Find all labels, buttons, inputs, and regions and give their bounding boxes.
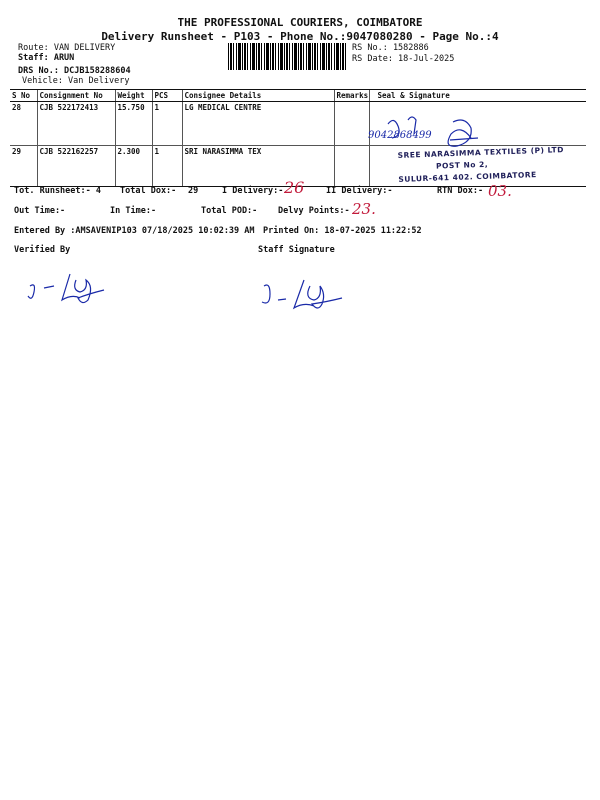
delvy-points-label: Delvy Points:- [278, 206, 350, 216]
serial-cell: 28 [10, 102, 37, 146]
handwritten-phone: 9042868499 [368, 130, 432, 141]
consignment-cell: CJB 522172413 [37, 102, 115, 146]
staff-signature [256, 276, 366, 316]
table-header-row [10, 90, 586, 102]
out-time-label: Out Time:- [14, 206, 66, 216]
barcode-image [228, 43, 346, 70]
pcs-cell: 1 [152, 102, 182, 146]
route-text: Route: VAN DELIVERY [18, 43, 116, 53]
entered-by: Entered By :AMSAVENIP103 07/18/2025 10:02:39 AM [14, 226, 255, 236]
column-header: Weight [115, 90, 152, 102]
stamp-line: SREE NARASIMMA TEXTILES (P) LTD [397, 145, 565, 160]
receiver-signature [378, 112, 488, 152]
tot-runsheet: Tot. Runsheet:- 4 [14, 186, 101, 196]
i-delivery-handwritten: 26 [284, 178, 305, 197]
staff-signature-label: Staff Signature [258, 245, 335, 255]
remarks-cell [334, 102, 369, 146]
total-dox-label: Total Dox:- [120, 186, 177, 196]
verifier-signature [26, 266, 136, 306]
drs-number: DRS No.: DCJB158288604 [18, 66, 131, 76]
vehicle-text: Vehicle: Van Delivery [22, 76, 130, 86]
column-header: PCS [152, 90, 182, 102]
rs-date: RS Date: 18-Jul-2025 [352, 54, 455, 64]
company-title: THE PROFESSIONAL COURIERS, COIMBATORE [177, 16, 423, 29]
pcs-cell: 1 [152, 146, 182, 187]
consignee-cell: LG MEDICAL CENTRE [182, 102, 334, 146]
remarks-cell [334, 146, 369, 187]
ii-delivery-label: II Delivery:- [326, 186, 393, 196]
consignment-cell: CJB 522162257 [37, 146, 115, 187]
rtn-dox-handwritten: 03. [488, 182, 512, 200]
column-header: Seal & Signature [369, 90, 586, 102]
column-header: S No [10, 90, 37, 102]
printed-on: Printed On: 18-07-2025 11:22:52 [263, 226, 422, 236]
stamp-line: POST No 2, [435, 159, 489, 171]
weight-cell: 2.300 [115, 146, 152, 187]
delvy-points-handwritten: 23. [352, 200, 376, 218]
runsheet-subtitle: Delivery Runsheet - P103 - Phone No.:9047080280 - Page No.:4 [101, 30, 499, 43]
staff-text: Staff: ARUN [18, 53, 75, 63]
rtn-dox-label: RTN Dox:- [437, 186, 484, 196]
column-header: Remarks [334, 90, 369, 102]
column-header: Consignee Details [182, 90, 334, 102]
total-pod-label: Total POD:- [201, 206, 258, 216]
table-row [10, 102, 586, 146]
weight-cell: 15.750 [115, 102, 152, 146]
serial-cell: 29 [10, 146, 37, 187]
consignee-cell: SRI NARASIMMA TEX [182, 146, 334, 187]
total-dox-value: 29 [188, 186, 199, 196]
company-stamp [397, 144, 565, 186]
in-time-label: In Time:- [110, 206, 157, 216]
rs-number: RS No.: 1582886 [352, 43, 429, 53]
verified-by-label: Verified By [14, 245, 71, 255]
i-delivery-label: I Delivery:- [222, 186, 284, 196]
column-header: Consignment No [37, 90, 115, 102]
stamp-line: SULUR-641 402. COIMBATORE [398, 170, 537, 184]
